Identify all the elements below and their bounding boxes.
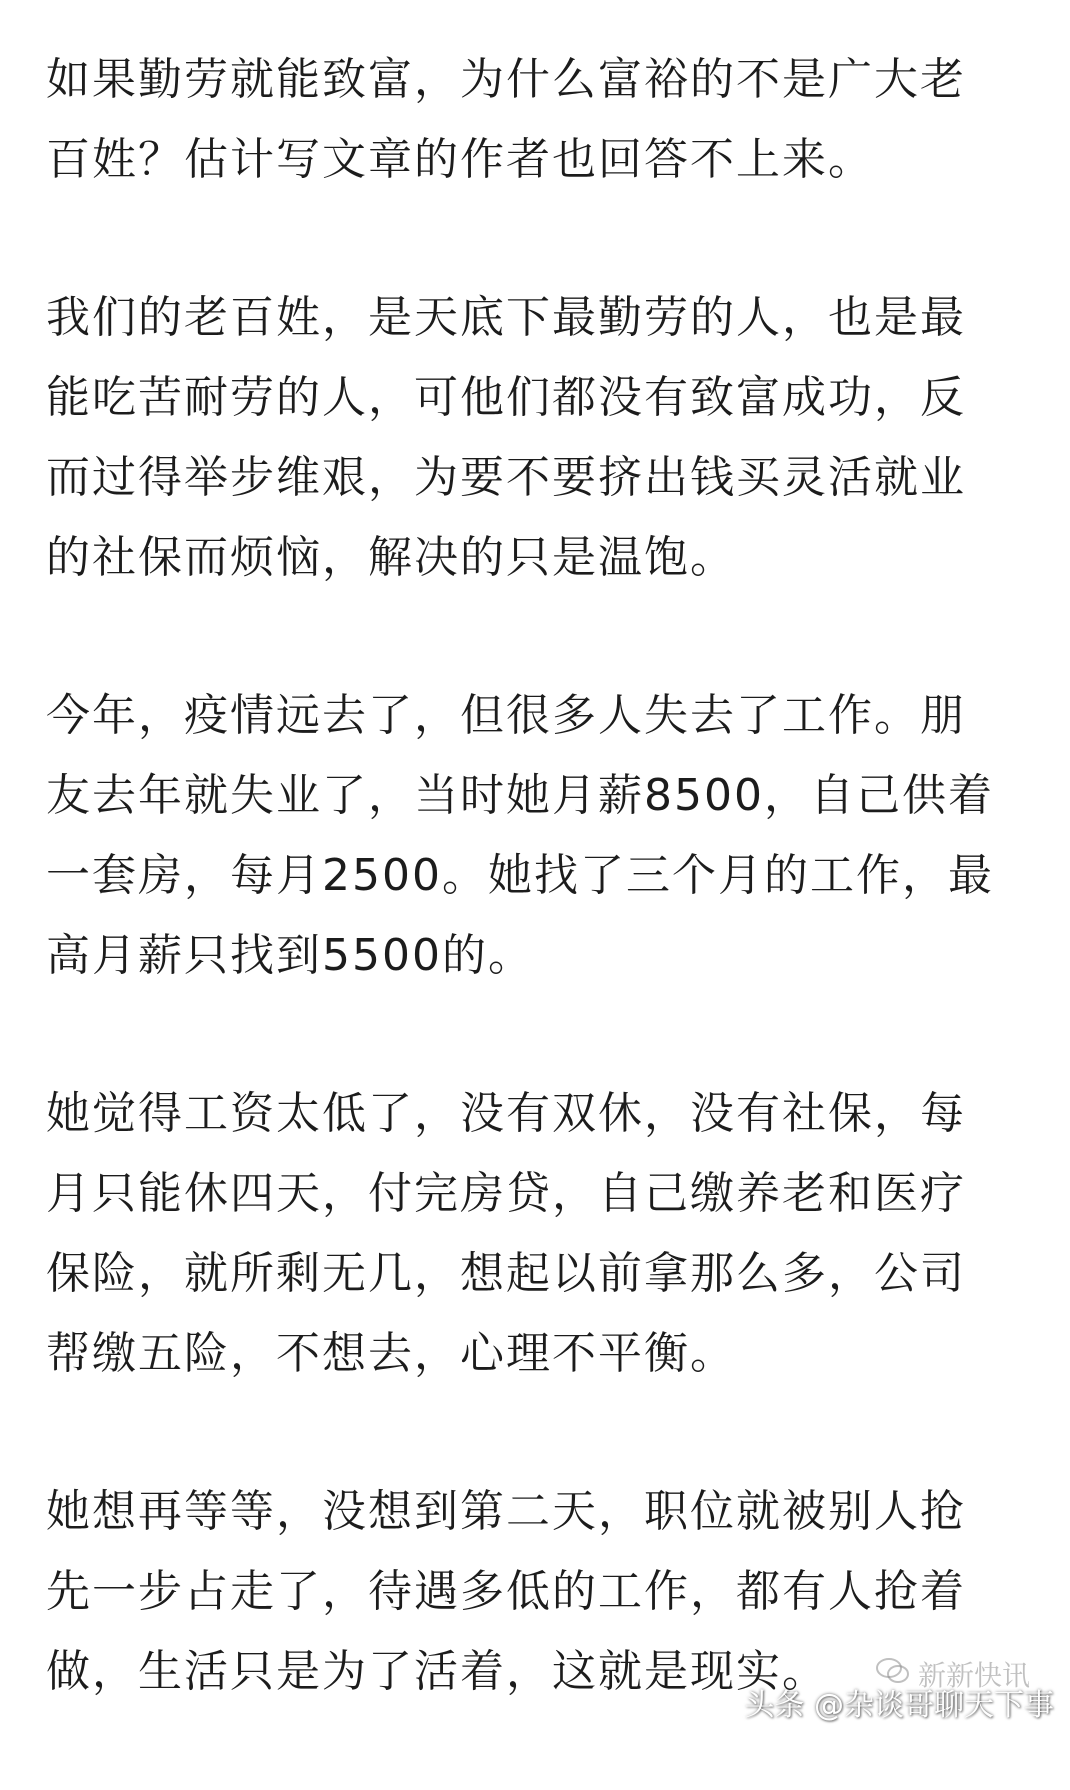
text-line: 如果勤劳就能致富，为什么富裕的不是广大老 <box>46 54 966 105</box>
paragraph-1 <box>46 40 1036 200</box>
source-watermark <box>744 1680 1054 1724</box>
text-line: 保险，就所剩无几，想起以前拿那么多，公司 <box>46 1248 966 1299</box>
text-line: 高月薪只找到5500的。 <box>46 930 534 981</box>
text-line: 先一步占走了，待遇多低的工作，都有人抢着 <box>46 1566 966 1617</box>
article-body <box>46 40 1036 1790</box>
text-line: 帮缴五险，不想去，心理不平衡。 <box>46 1328 736 1379</box>
text-line: 她觉得工资太低了，没有双休，没有社保，每 <box>46 1088 966 1139</box>
text-line: 而过得举步维艰，为要不要挤出钱买灵活就业 <box>46 452 966 503</box>
text-line: 友去年就失业了，当时她月薪8500，自己供着 <box>46 770 994 821</box>
text-line: 我们的老百姓，是天底下最勤劳的人，也是最 <box>46 292 966 343</box>
paragraph-2 <box>46 278 1036 598</box>
text-line: 百姓？估计写文章的作者也回答不上来。 <box>46 134 874 185</box>
paragraph-4 <box>46 1074 1036 1394</box>
text-line: 她想再等等，没想到第二天，职位就被别人抢 <box>46 1486 966 1537</box>
paragraph-3 <box>46 676 1036 996</box>
text-line: 做，生活只是为了活着，这就是现实。 <box>46 1646 828 1697</box>
text-line: 的社保而烦恼，解决的只是温饱。 <box>46 532 736 583</box>
faint-logo-text: 新新快讯 <box>917 1659 1030 1692</box>
text-line: 能吃苦耐劳的人，可他们都没有致富成功，反 <box>46 372 966 423</box>
watermark-text: 头条 @杂谈哥聊天下事 <box>744 1688 1054 1723</box>
text-line: 一套房，每月2500。她找了三个月的工作，最 <box>46 850 994 901</box>
text-line: 今年，疫情远去了，但很多人失去了工作。朋 <box>46 690 966 741</box>
text-line: 月只能休四天，付完房贷，自己缴养老和医疗 <box>46 1168 966 1219</box>
